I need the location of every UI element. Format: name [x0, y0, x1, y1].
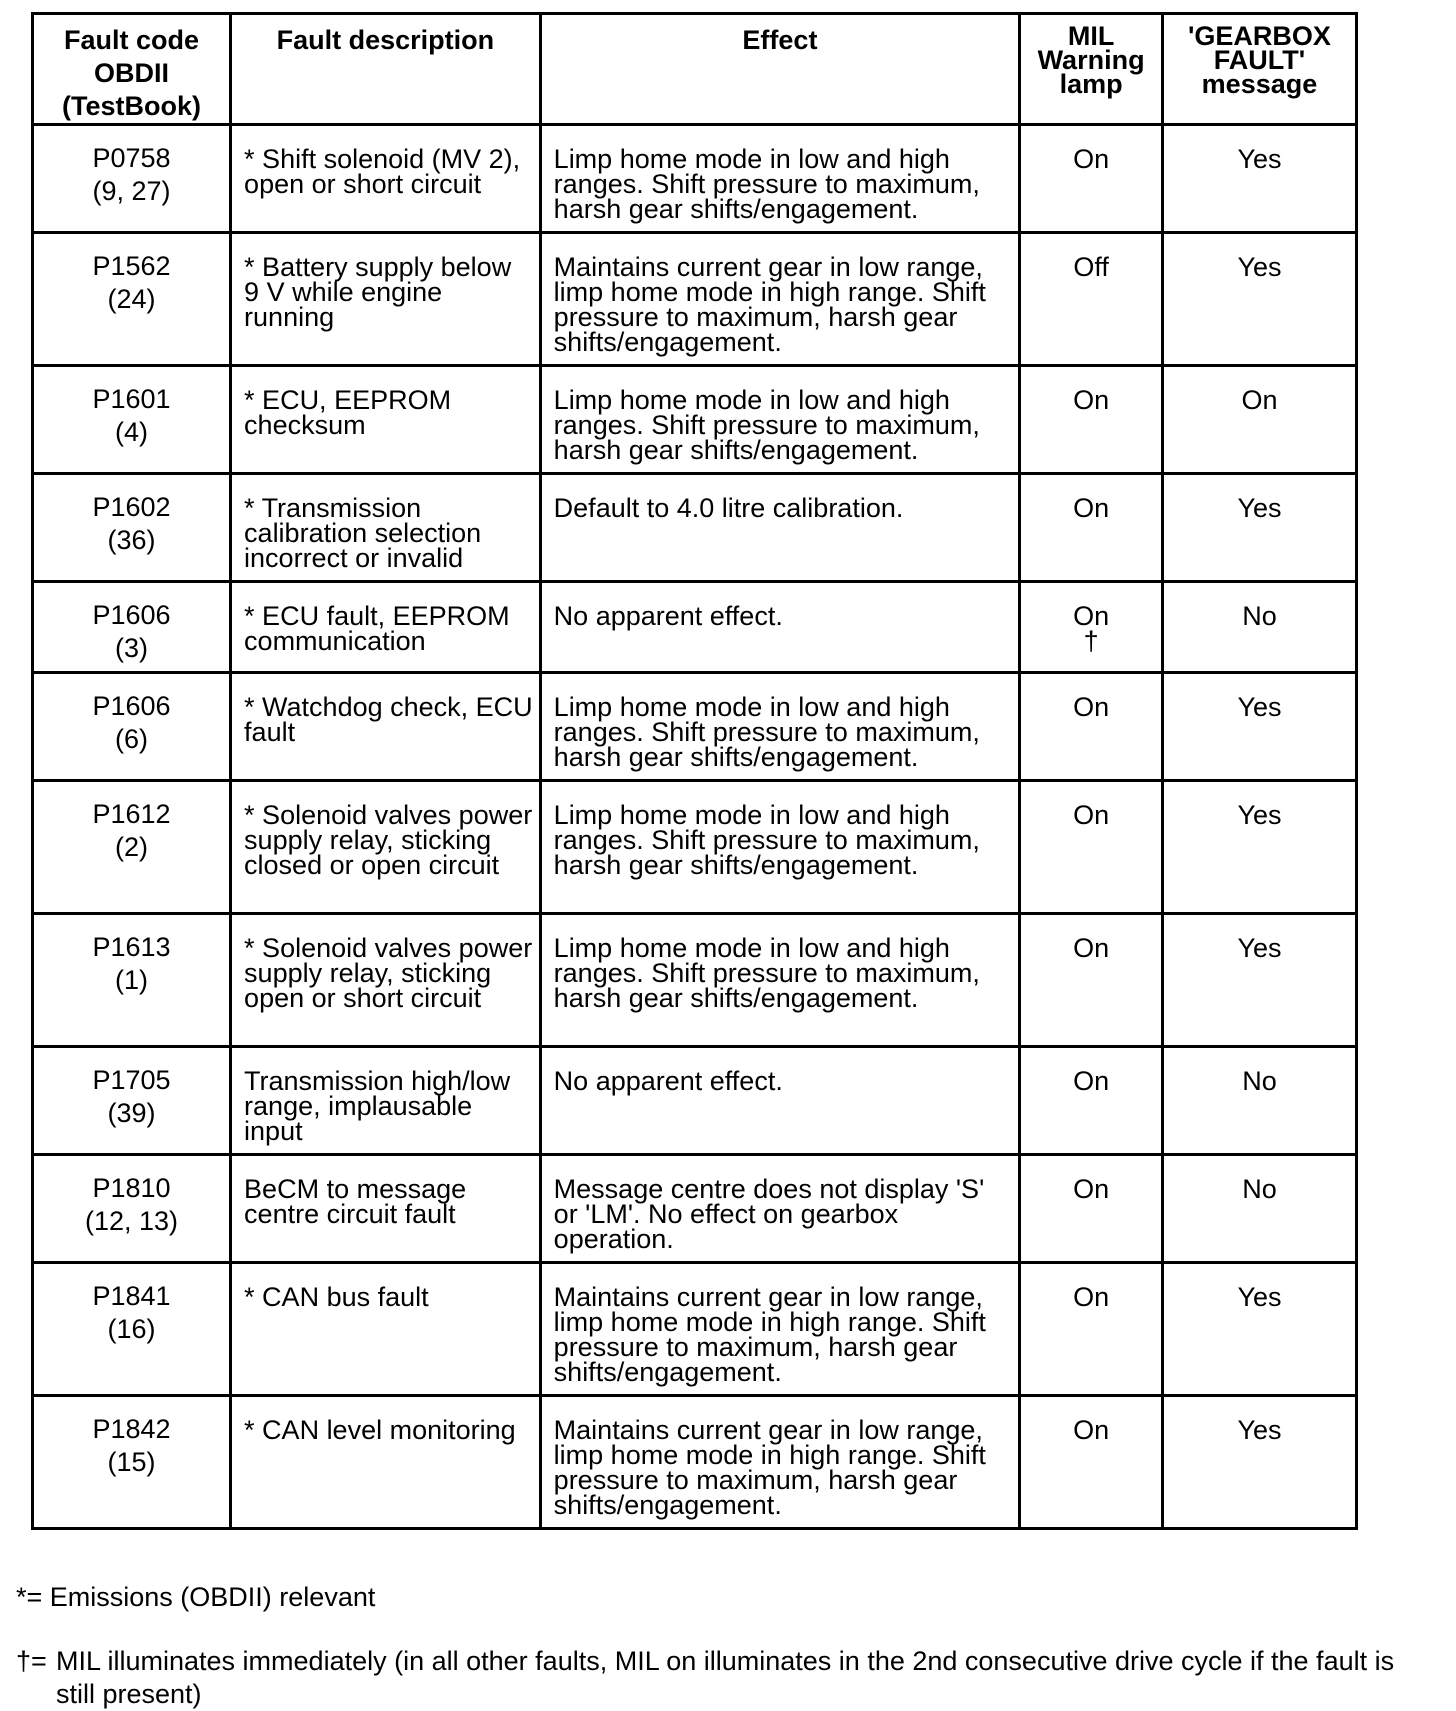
testbook-code: (1): [115, 965, 149, 995]
mil-status: On: [1073, 493, 1110, 523]
fault-code-table: [31, 12, 1358, 1530]
testbook-code: (15): [107, 1447, 156, 1477]
gearbox-fault-message-cell: No: [1162, 582, 1356, 673]
mil-lamp-cell: [1020, 673, 1163, 781]
fault-description-cell: * Watchdog check, ECU fault: [231, 673, 541, 781]
header-mil-line-2: Warning: [1037, 45, 1145, 75]
gearbox-fault-message-cell: Yes: [1162, 1396, 1356, 1529]
fault-code: P1606: [92, 691, 171, 721]
mil-status: On: [1073, 933, 1110, 963]
testbook-code: (39): [107, 1098, 156, 1128]
header-gearbox-fault-message: [1162, 14, 1356, 125]
testbook-code: (24): [107, 284, 156, 314]
testbook-code: (2): [115, 832, 149, 862]
table-row: [33, 1047, 1357, 1155]
gearbox-fault-message-cell: Yes: [1162, 781, 1356, 914]
effect-cell: No apparent effect.: [540, 582, 1020, 673]
fault-code: P1841: [92, 1281, 171, 1311]
effect-cell: Default to 4.0 litre calibration.: [540, 474, 1020, 582]
mil-status: On: [1073, 1174, 1110, 1204]
mil-lamp-cell: [1020, 1155, 1163, 1263]
table-row: [33, 366, 1357, 474]
fault-code-cell: [33, 1396, 231, 1529]
testbook-code: (3): [115, 633, 149, 663]
gearbox-fault-message-cell: No: [1162, 1047, 1356, 1155]
effect-cell: Limp home mode in low and high ranges. Shift pressure to maximum, harsh gear shifts/engagement.: [540, 781, 1020, 914]
table-row: [33, 1396, 1357, 1529]
mil-lamp-cell: [1020, 1047, 1163, 1155]
gearbox-fault-message-cell: Yes: [1162, 1263, 1356, 1396]
fault-code-cell: [33, 1047, 231, 1155]
fault-code: P1601: [92, 384, 171, 414]
fault-rows: [33, 125, 1357, 1529]
effect-cell: Limp home mode in low and high ranges. Shift pressure to maximum, harsh gear shifts/engagement.: [540, 673, 1020, 781]
mil-status: On: [1073, 144, 1110, 174]
mil-status: On: [1073, 385, 1110, 415]
fault-description-cell: * Battery supply below 9 V while engine running: [231, 233, 541, 366]
mil-status: On: [1073, 692, 1110, 722]
gearbox-fault-message-cell: On: [1162, 366, 1356, 474]
header-fault-code: [33, 14, 231, 125]
testbook-code: (16): [107, 1314, 156, 1344]
gearbox-fault-message-cell: Yes: [1162, 673, 1356, 781]
header-gearbox-line-3: message: [1201, 69, 1318, 99]
header-fault-code-line-1: Fault code: [64, 25, 200, 55]
mil-lamp-cell: [1020, 1396, 1163, 1529]
mil-status: On: [1073, 800, 1110, 830]
table-row: [33, 233, 1357, 366]
fault-code: P0758: [92, 143, 171, 173]
fault-description-cell: * CAN bus fault: [231, 1263, 541, 1396]
fault-code: P1602: [92, 492, 171, 522]
fault-description-cell: * ECU, EEPROM checksum: [231, 366, 541, 474]
table-header-row: [33, 14, 1357, 125]
mil-lamp-cell: [1020, 366, 1163, 474]
footnote-emissions: *= Emissions (OBDII) relevant: [16, 1582, 376, 1612]
effect-cell: Maintains current gear in low range, limp home mode in high range. Shift pressure to maximum, harsh gear shifts/engagement.: [540, 1396, 1020, 1529]
testbook-code: (6): [115, 724, 149, 754]
mil-dagger-mark: †: [1083, 626, 1099, 656]
header-mil-warning-lamp: [1020, 14, 1163, 125]
effect-cell: Maintains current gear in low range, limp home mode in high range. Shift pressure to maximum, harsh gear shifts/engagement.: [540, 1263, 1020, 1396]
mil-lamp-cell: [1020, 125, 1163, 233]
fault-code: P1562: [92, 251, 171, 281]
testbook-code: (12, 13): [84, 1206, 179, 1236]
fault-description-cell: * Solenoid valves power supply relay, sticking open or short circuit: [231, 914, 541, 1047]
header-gearbox-line-2: FAULT': [1213, 45, 1306, 75]
fault-code-cell: [33, 125, 231, 233]
header-gearbox-line-1: 'GEARBOX: [1188, 21, 1331, 51]
testbook-code: (4): [115, 417, 149, 447]
fault-code-cell: [33, 366, 231, 474]
gearbox-fault-message-cell: Yes: [1162, 125, 1356, 233]
testbook-code: (9, 27): [92, 176, 171, 206]
mil-status: On: [1073, 601, 1110, 631]
fault-code: P1612: [92, 799, 171, 829]
gearbox-fault-message-cell: Yes: [1162, 914, 1356, 1047]
header-fault-code-line-3: (TestBook): [62, 91, 202, 121]
fault-code: P1613: [92, 932, 171, 962]
fault-code-cell: [33, 233, 231, 366]
mil-lamp-cell: [1020, 474, 1163, 582]
header-fault-code-line-2: OBDII: [94, 58, 170, 88]
effect-cell: Limp home mode in low and high ranges. Shift pressure to maximum, harsh gear shifts/engagement.: [540, 125, 1020, 233]
gearbox-fault-message-cell: Yes: [1162, 474, 1356, 582]
table-row: [33, 1263, 1357, 1396]
fault-code-cell: [33, 673, 231, 781]
effect-cell: Limp home mode in low and high ranges. Shift pressure to maximum, harsh gear shifts/engagement.: [540, 366, 1020, 474]
table-row: [33, 781, 1357, 914]
fault-code-cell: [33, 1263, 231, 1396]
fault-code: P1810: [92, 1173, 171, 1203]
fault-code-cell: [33, 781, 231, 914]
table-row: [33, 125, 1357, 233]
fault-code: P1606: [92, 600, 171, 630]
mil-lamp-cell: [1020, 781, 1163, 914]
footnote-mil-text: MIL illuminates immediately (in all other faults, MIL on illuminates in the 2nd consecutive drive cycle if the fault is still present): [56, 1646, 1395, 1709]
header-fault-description: Fault description: [231, 14, 541, 125]
effect-cell: No apparent effect.: [540, 1047, 1020, 1155]
gearbox-fault-message-cell: No: [1162, 1155, 1356, 1263]
mil-status: On: [1073, 1415, 1110, 1445]
mil-lamp-cell: [1020, 233, 1163, 366]
header-mil-line-3: lamp: [1059, 69, 1123, 99]
table-row: [33, 474, 1357, 582]
header-mil-line-1: MIL: [1067, 21, 1115, 51]
table-row: [33, 1155, 1357, 1263]
fault-description-cell: Transmission high/low range, implausable input: [231, 1047, 541, 1155]
mil-lamp-cell: [1020, 1263, 1163, 1396]
effect-cell: Maintains current gear in low range, limp home mode in high range. Shift pressure to maximum, harsh gear shifts/engagement.: [540, 233, 1020, 366]
fault-code-cell: [33, 582, 231, 673]
mil-status: Off: [1073, 252, 1109, 282]
effect-cell: Limp home mode in low and high ranges. Shift pressure to maximum, harsh gear shifts/engagement.: [540, 914, 1020, 1047]
header-effect: Effect: [540, 14, 1020, 125]
mil-lamp-cell: [1020, 914, 1163, 1047]
footnote-mil: [16, 1645, 1436, 1711]
mil-status: On: [1073, 1282, 1110, 1312]
testbook-code: (36): [107, 525, 156, 555]
table-row: [33, 582, 1357, 673]
fault-code-cell: [33, 474, 231, 582]
mil-status: On: [1073, 1066, 1110, 1096]
fault-description-cell: * Solenoid valves power supply relay, sticking closed or open circuit: [231, 781, 541, 914]
fault-description-cell: * Transmission calibration selection incorrect or invalid: [231, 474, 541, 582]
fault-code: P1842: [92, 1414, 171, 1444]
fault-description-cell: * CAN level monitoring: [231, 1396, 541, 1529]
fault-code: P1705: [92, 1065, 171, 1095]
table-row: [33, 914, 1357, 1047]
fault-code-cell: [33, 1155, 231, 1263]
effect-cell: Message centre does not display 'S' or 'LM'. No effect on gearbox operation.: [540, 1155, 1020, 1263]
fault-description-cell: * Shift solenoid (MV 2), open or short circuit: [231, 125, 541, 233]
gearbox-fault-message-cell: Yes: [1162, 233, 1356, 366]
fault-code-cell: [33, 914, 231, 1047]
mil-lamp-cell: [1020, 582, 1163, 673]
fault-description-cell: * ECU fault, EEPROM communication: [231, 582, 541, 673]
footnote-mil-symbol: †=: [16, 1646, 47, 1676]
fault-description-cell: BeCM to message centre circuit fault: [231, 1155, 541, 1263]
table-row: [33, 673, 1357, 781]
